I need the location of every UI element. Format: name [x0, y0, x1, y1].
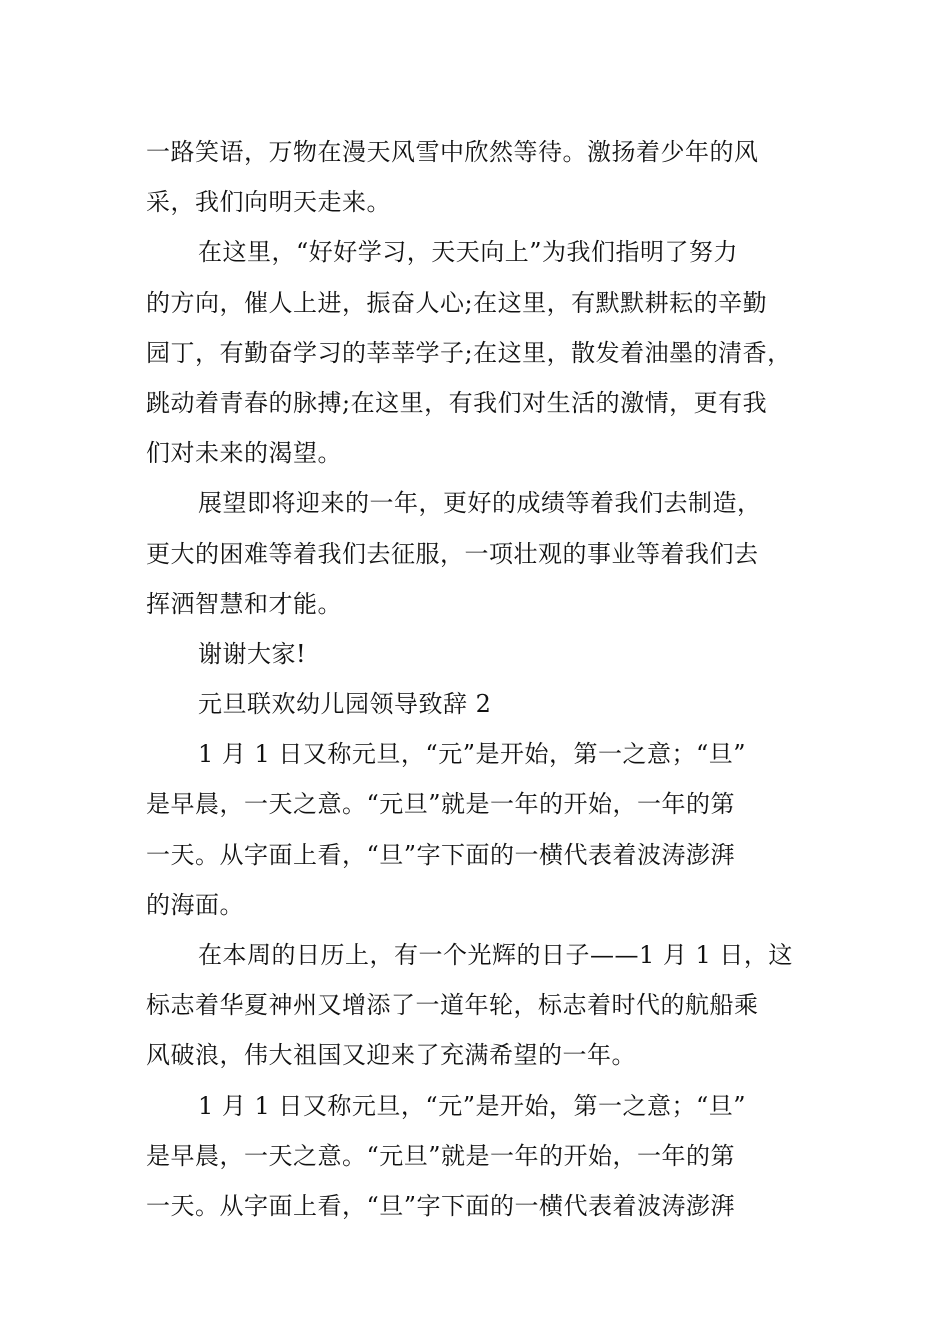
- text-line: 是早晨，一天之意。“元旦”就是一年的开始，一年的第: [146, 790, 736, 819]
- text-line: 是早晨，一天之意。“元旦”就是一年的开始，一年的第: [146, 1141, 736, 1170]
- paragraph-start-line: 1 月 1 日又称元旦，“元”是开始，第一之意；“旦”: [198, 1091, 747, 1120]
- text-line: 更大的困难等着我们去征服，一项壮观的事业等着我们去: [146, 539, 759, 568]
- paragraph-start-line: 在本周的日历上，有一个光辉的日子——1 月 1 日，这: [198, 941, 793, 969]
- paragraph-start-line: 展望即将迎来的一年，更好的成绩等着我们去制造，: [198, 489, 762, 518]
- closing-line: 谢谢大家!: [198, 639, 307, 668]
- body-text: [146, 127, 814, 1231]
- text-line: 们对未来的渴望。: [146, 439, 342, 468]
- paragraph-start-line: 1 月 1 日又称元旦，“元”是开始，第一之意；“旦”: [198, 740, 747, 769]
- paragraph-start-line: 在这里，“好好学习，天天向上”为我们指明了努力: [198, 238, 739, 267]
- text-line: 跳动着青春的脉搏;在这里，有我们对生活的激情，更有我: [146, 388, 768, 417]
- text-line: 采，我们向明天走来。: [146, 188, 391, 217]
- text-line: 的方向，催人上进，振奋人心;在这里，有默默耕耘的辛勤: [146, 288, 768, 317]
- text-line: 风破浪，伟大祖国又迎来了充满希望的一年。: [146, 1041, 636, 1070]
- text-line: 一天。从字面上看，“旦”字下面的一横代表着波涛澎湃: [146, 840, 736, 869]
- text-line: 园丁，有勤奋学习的莘莘学子;在这里，散发着油墨的清香，: [146, 338, 792, 367]
- text-line: 标志着华夏神州又增添了一道年轮，标志着时代的航船乘: [146, 991, 759, 1020]
- text-line: 挥洒智慧和才能。: [146, 589, 342, 618]
- text-line: 的海面。: [146, 890, 244, 919]
- text-line: 一天。从字面上看，“旦”字下面的一横代表着波涛澎湃: [146, 1191, 736, 1220]
- section-title: 元旦联欢幼儿园领导致辞 2: [198, 690, 492, 719]
- text-line: 一路笑语，万物在漫天风雪中欣然等待。激扬着少年的风: [146, 138, 759, 166]
